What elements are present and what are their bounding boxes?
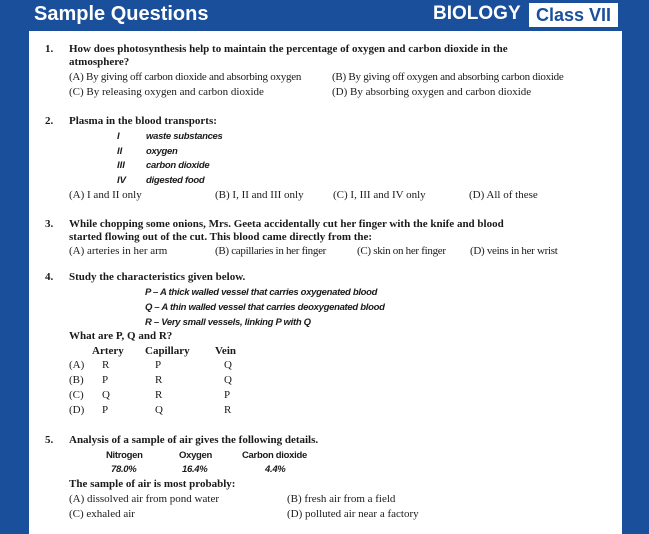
table-cell: R (155, 389, 163, 401)
table-cell: Q (155, 404, 163, 416)
question-number: 3. (45, 218, 54, 230)
table-cell: Q (224, 374, 232, 386)
option-c: (C) By releasing oxygen and carbon dioxide (69, 86, 264, 98)
table-cell: P (102, 374, 109, 386)
question-text: How does photosynthesis help to maintain the percentage of oxygen and carbon dioxide in the (69, 43, 508, 55)
class-badge: Class VII (529, 3, 618, 27)
option-c: (C) I, III and IV only (333, 189, 426, 201)
column-header: Vein (215, 345, 236, 357)
characteristic-q: Q – A thin walled vessel that carries deoxygenated blood (145, 302, 385, 313)
gas-value: 16.4% (182, 464, 208, 475)
question-text: While chopping some onions, Mrs. Geeta accidentally cut her finger with the knife and blood (69, 218, 504, 230)
table-cell: P (155, 359, 162, 371)
table-cell: R (155, 374, 163, 386)
column-header: Artery (92, 345, 124, 357)
table-cell: R (102, 359, 110, 371)
option-b: (B) I, II and III only (215, 189, 304, 201)
question-number: 4. (45, 271, 54, 283)
gas-header: Oxygen (179, 450, 213, 461)
list-item-number: IV (117, 175, 126, 186)
question-text: Analysis of a sample of air gives the following details. (69, 434, 319, 446)
question-text: started flowing out of the cut. This blood came directly from the: (69, 231, 373, 243)
question-text: Study the characteristics given below. (69, 271, 246, 283)
gas-header: Carbon dioxide (242, 450, 307, 461)
table-cell: Q (224, 359, 232, 371)
table-cell: R (224, 404, 232, 416)
list-item: oxygen (146, 146, 178, 157)
option-c: (C) exhaled air (69, 508, 135, 520)
characteristic-r: R – Very small vessels, linking P with Q (145, 317, 311, 328)
option-label: (A) (69, 359, 85, 371)
question-number: 1. (45, 43, 54, 55)
option-d: (D) All of these (469, 189, 538, 201)
table-cell: P (224, 389, 231, 401)
option-label: (B) (69, 374, 84, 386)
gas-header: Nitrogen (106, 450, 143, 461)
right-margin-bar (622, 31, 649, 534)
option-c: (C) skin on her finger (357, 245, 446, 257)
page-title: Sample Questions (34, 3, 209, 25)
subject-label: BIOLOGY (433, 3, 521, 24)
left-margin-bar (0, 31, 29, 534)
characteristic-p: P – A thick walled vessel that carries oxygenated blood (145, 287, 378, 298)
list-item-number: I (117, 131, 120, 142)
list-item-number: II (117, 146, 123, 157)
option-label: (D) (69, 404, 85, 416)
option-d: (D) veins in her wrist (470, 245, 558, 257)
table-cell: P (102, 404, 109, 416)
option-d: (D) polluted air near a factory (287, 508, 419, 520)
column-header: Capillary (145, 345, 190, 357)
table-cell: Q (102, 389, 110, 401)
question-text: Plasma in the blood transports: (69, 115, 217, 127)
question-text: The sample of air is most probably: (69, 478, 236, 490)
gas-value: 4.4% (265, 464, 286, 475)
question-number: 5. (45, 434, 54, 446)
question-text: atmosphere? (69, 56, 130, 68)
list-item: carbon dioxide (146, 160, 210, 171)
option-label: (C) (69, 389, 84, 401)
list-item-number: III (117, 160, 125, 171)
list-item: digested food (146, 175, 205, 186)
list-item: waste substances (146, 131, 223, 142)
option-a: (A) dissolved air from pond water (69, 493, 219, 505)
question-number: 2. (45, 115, 54, 127)
option-a: (A) arteries in her arm (69, 245, 168, 257)
option-b: (B) capillaries in her finger (215, 245, 327, 257)
option-b: (B) By giving off oxygen and absorbing carbon dioxide (332, 71, 564, 83)
option-d: (D) By absorbing oxygen and carbon dioxide (332, 86, 532, 98)
question-text: What are P, Q and R? (69, 330, 173, 342)
option-a: (A) By giving off carbon dioxide and absorbing oxygen (69, 71, 302, 83)
gas-value: 78.0% (111, 464, 137, 475)
option-b: (B) fresh air from a field (287, 493, 396, 505)
option-a: (A) I and II only (69, 189, 142, 201)
header-bar (0, 0, 649, 31)
